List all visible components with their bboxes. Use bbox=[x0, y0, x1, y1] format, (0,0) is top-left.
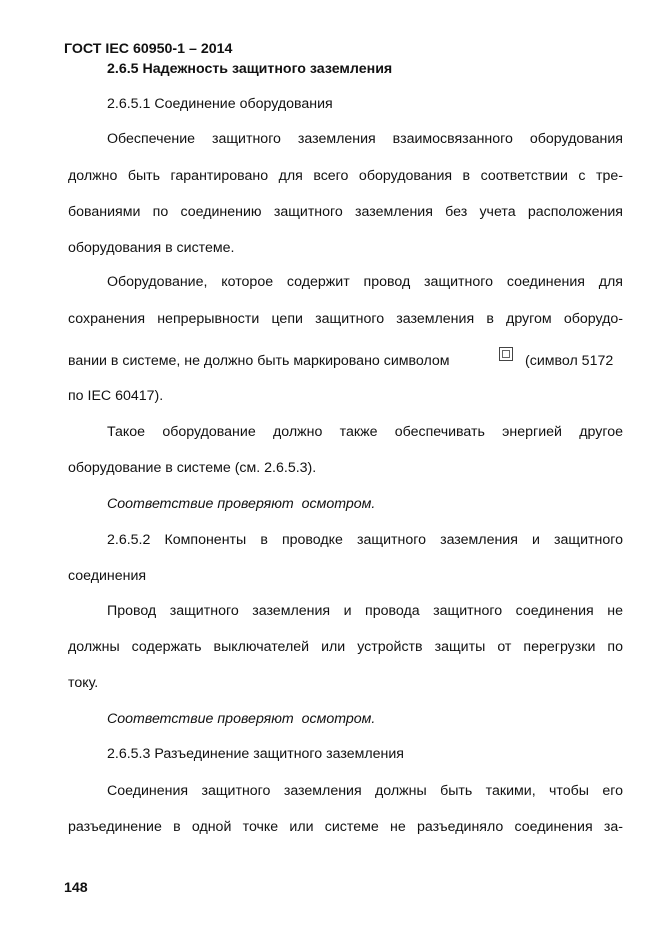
paragraph-line: Такое оборудование должно также обеспечивать энергией другое bbox=[107, 424, 623, 440]
paragraph-line: по IEC 60417). bbox=[68, 388, 164, 404]
paragraph-line: (символ 5172 bbox=[525, 353, 614, 369]
paragraph-line: вании в системе, не должно быть маркировано символом bbox=[68, 353, 450, 369]
paragraph-line: оборудование в системе (см. 2.6.5.3). bbox=[68, 460, 317, 476]
subsection-heading-2-6-5-2: 2.6.5.2 Компоненты в проводке защитного заземления и защитного bbox=[107, 532, 623, 548]
compliance-note: Соответствие проверяют осмотром. bbox=[107, 496, 376, 512]
document-header: ГОСТ IEC 60950-1 – 2014 bbox=[64, 41, 233, 57]
paragraph-line: сохранения непрерывности цепи защитного заземления в другом оборудо- bbox=[68, 311, 623, 327]
paragraph-line: Обеспечение защитного заземления взаимосвязанного оборудования bbox=[107, 131, 623, 147]
protective-earth-symbol-icon bbox=[499, 347, 513, 361]
subsection-heading-2-6-5-2-cont: соединения bbox=[68, 568, 147, 584]
paragraph-line: бованиями по соединению защитного заземления без учета расположения bbox=[68, 204, 623, 220]
paragraph-line: должно быть гарантировано для всего оборудования в соответствии с тре- bbox=[68, 168, 623, 184]
paragraph-line: Оборудование, которое содержит провод защитного соединения для bbox=[107, 274, 623, 290]
paragraph-line: Провод защитного заземления и провода защитного соединения не bbox=[107, 603, 623, 619]
page-number: 148 bbox=[64, 880, 88, 896]
subsection-heading-2-6-5-3: 2.6.5.3 Разъединение защитного заземления bbox=[107, 746, 404, 762]
compliance-note: Соответствие проверяют осмотром. bbox=[107, 711, 376, 727]
paragraph-line: току. bbox=[68, 675, 99, 691]
paragraph-line: оборудования в системе. bbox=[68, 240, 235, 256]
paragraph-line: разъединение в одной точке или системе не разъединяло соединения за- bbox=[68, 819, 623, 835]
paragraph-line: должны содержать выключателей или устройств защиты от перегрузки по bbox=[68, 639, 623, 655]
subsection-heading-2-6-5-1: 2.6.5.1 Соединение оборудования bbox=[107, 96, 333, 112]
paragraph-line: Соединения защитного заземления должны быть такими, чтобы его bbox=[107, 783, 623, 799]
section-title: 2.6.5 Надежность защитного заземления bbox=[107, 61, 393, 77]
